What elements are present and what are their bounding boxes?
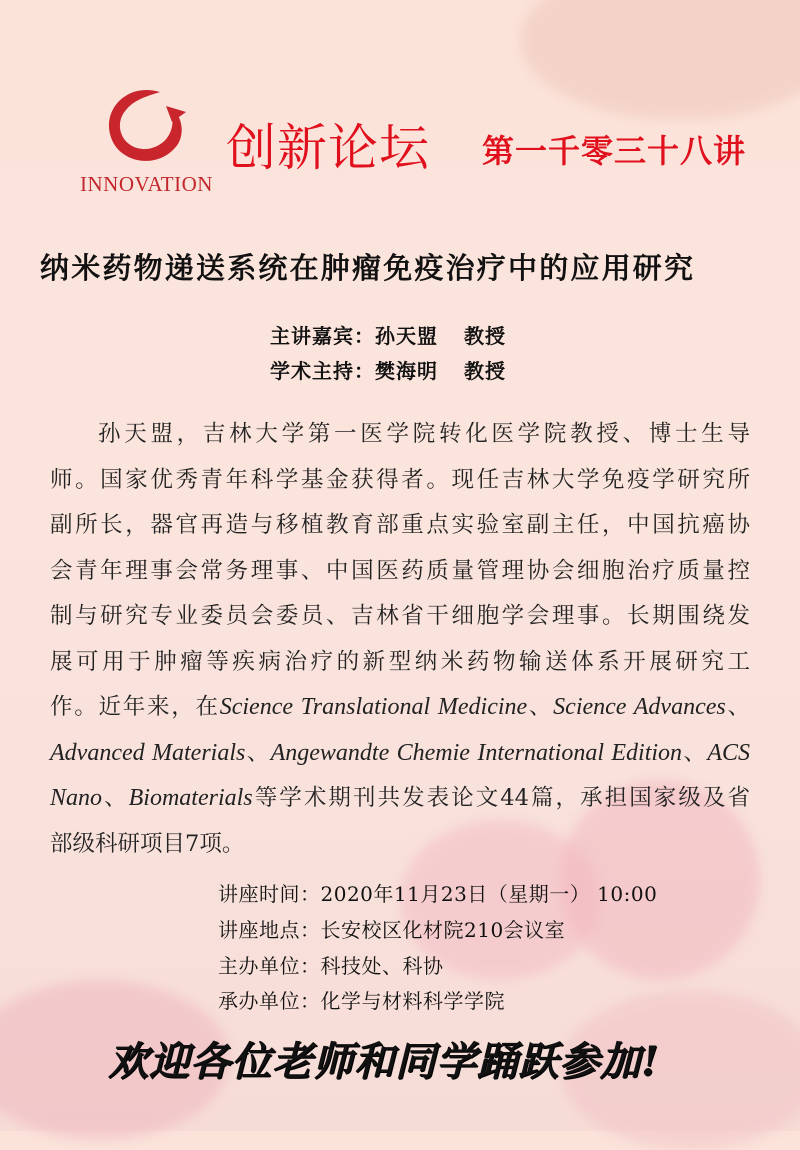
bio-text: 等学术期刊共发表论文44篇，承担国家级及省 — [252, 785, 750, 811]
journal-name: Science Advances — [553, 694, 726, 720]
bio-line — [50, 594, 750, 640]
speaker-bio — [50, 412, 750, 867]
bio-line — [50, 458, 750, 504]
bio-line — [50, 685, 750, 731]
bio-line — [50, 640, 750, 686]
organizer: 主办单位：科技处、科协 — [218, 954, 444, 978]
bio-text: 、 — [682, 739, 708, 766]
bio-text: 、 — [527, 694, 554, 720]
bio-line — [50, 549, 750, 595]
bio-text: 孙天盟，吉林大学第一医学院转化医学院教授、博士生导 — [98, 421, 750, 447]
bio-text: 作。近年来，在 — [50, 694, 220, 720]
speaker — [270, 320, 506, 349]
lecture-venue: 讲座地点：长安校区化材院210会议室 — [218, 918, 566, 942]
host-name: 学术主持：樊海明 — [270, 359, 438, 383]
forum-name: 创新论坛 — [226, 119, 430, 177]
bio-text: 会青年理事会常务理事、中国医药质量管理协会细胞治疗质量控 — [50, 557, 750, 584]
bio-line — [50, 822, 750, 868]
lecture-time: 讲座时间：2020年11月23日（星期一） 10:00 — [218, 882, 658, 906]
host-rank: 教授 — [464, 359, 506, 383]
bio-line — [50, 412, 750, 458]
lecture-number: 第一千零三十八讲 — [482, 132, 747, 170]
journal-name: Nano — [50, 785, 103, 811]
bio-text: 副所长，器官再造与移植教育部重点实验室副主任，中国抗癌协 — [50, 512, 750, 538]
welcome-slogan: 欢迎各位老师和同学踊跃参加! — [108, 1038, 660, 1085]
bio-text: 、 — [725, 694, 750, 720]
innovation-logo-icon — [100, 82, 190, 172]
bio-text: 、 — [245, 739, 271, 766]
bio-text: 部级科研项目7项。 — [50, 830, 245, 857]
host — [270, 355, 506, 384]
journal-name: Biomaterials — [128, 785, 253, 811]
bio-text: 师。国家优秀青年科学基金获得者。现任吉林大学免疫学研究所 — [50, 466, 750, 493]
journal-name: Science Translational Medicine — [219, 694, 528, 720]
journal-name: Angewandte Chemie International Edition — [270, 739, 683, 766]
journal-name: Advanced Materials — [50, 739, 246, 766]
speaker-rank: 教授 — [464, 324, 506, 348]
journal-name: ACS — [707, 739, 750, 766]
co-organizer: 承办单位：化学与材料科学学院 — [218, 989, 505, 1013]
lecture-title: 纳米药物递送系统在肿瘤免疫治疗中的应用研究 — [40, 251, 696, 285]
bio-text: 制与研究专业委员会委员、吉林省干细胞学会理事。长期围绕发 — [50, 603, 750, 629]
bio-text: 展可用于肿瘤等疾病治疗的新型纳米药物输送体系开展研究工 — [50, 648, 750, 675]
bio-text: 、 — [102, 785, 129, 811]
bio-line — [50, 776, 750, 822]
speaker-name: 主讲嘉宾：孙天盟 — [270, 324, 438, 348]
logo-text: INNOVATION — [80, 172, 213, 196]
bio-line — [50, 503, 750, 549]
mountain-decoration — [520, 0, 800, 120]
bio-line — [50, 731, 750, 777]
